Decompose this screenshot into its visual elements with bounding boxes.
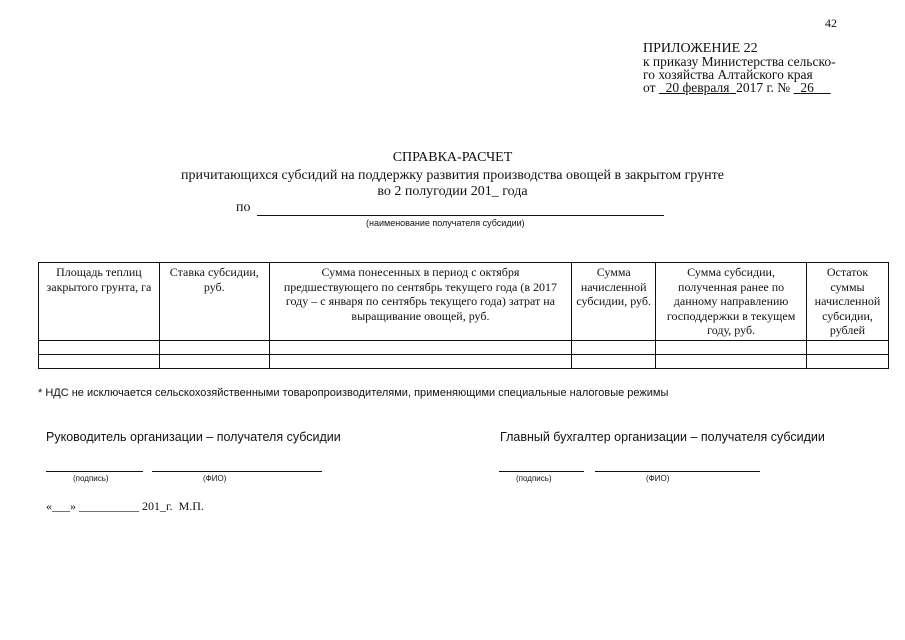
header-remainder: Остаток суммы начисленной субсидии, рублей bbox=[806, 263, 888, 341]
recipient-caption: (наименование получателя субсидии) bbox=[366, 218, 525, 228]
subsidy-table bbox=[38, 262, 889, 369]
header-received: Сумма субсидии, полученная ранее по данному направлению господдержки в текущем году, руб. bbox=[656, 263, 807, 341]
head-fio-caption: (ФИО) bbox=[203, 474, 227, 483]
date-open-quote: « bbox=[46, 499, 52, 513]
recipient-prefix: по bbox=[236, 200, 251, 215]
appendix-number: 26 bbox=[800, 80, 814, 95]
table-cell[interactable] bbox=[572, 341, 656, 355]
appendix-heading: ПРИЛОЖЕНИЕ 22 bbox=[643, 41, 758, 56]
table-cell[interactable] bbox=[159, 355, 269, 369]
date-month-blank[interactable]: __________ bbox=[79, 499, 139, 513]
table-cell[interactable] bbox=[656, 355, 807, 369]
table-cell[interactable] bbox=[656, 341, 807, 355]
head-fio-line[interactable] bbox=[152, 470, 322, 472]
document-title: СПРАВКА-РАСЧЕТ bbox=[392, 150, 513, 165]
head-signature-caption: (подпись) bbox=[73, 474, 109, 483]
accountant-fio-caption: (ФИО) bbox=[646, 474, 670, 483]
appendix-year: 2017 г. № bbox=[736, 80, 791, 95]
table-cell[interactable] bbox=[572, 355, 656, 369]
document-subtitle-2: во 2 полугодии 201_ года bbox=[377, 184, 528, 199]
table-cell[interactable] bbox=[39, 355, 160, 369]
appendix-line-2: го хозяйства Алтайского края bbox=[643, 67, 813, 82]
head-signature-line[interactable] bbox=[46, 470, 143, 472]
header-area: Площадь теплиц закрытого грунта, га bbox=[39, 263, 160, 341]
appendix-date-value: 20 февраля bbox=[665, 80, 730, 95]
date-year: 201_г. bbox=[142, 499, 173, 513]
recipient-line bbox=[236, 200, 664, 228]
appendix-date-line bbox=[643, 81, 836, 94]
table-row bbox=[39, 355, 889, 369]
accountant-signature-title: Главный бухгалтер организации – получателя субсидии bbox=[500, 430, 825, 444]
table-cell[interactable] bbox=[269, 355, 572, 369]
document-subtitle-1: причитающихся субсидий на поддержку развития производства овощей в закрытом грунте bbox=[181, 168, 724, 183]
header-accrued: Сумма начисленной субсидии, руб. bbox=[572, 263, 656, 341]
stamp-place: М.П. bbox=[178, 499, 204, 513]
header-costs: Сумма понесенных в период с октября предшествующего по сентябрь текущего года (в 2017 году – с января по сентябрь текущего года) затрат на выращивание овощей, руб. bbox=[269, 263, 572, 341]
table-cell[interactable] bbox=[39, 341, 160, 355]
accountant-signature-caption: (подпись) bbox=[516, 474, 552, 483]
table-cell[interactable] bbox=[159, 341, 269, 355]
accountant-signature-line[interactable] bbox=[499, 470, 584, 472]
table-cell[interactable] bbox=[806, 341, 888, 355]
table-row bbox=[39, 341, 889, 355]
date-close-quote: » bbox=[70, 499, 76, 513]
head-signature-title: Руководитель организации – получателя субсидии bbox=[46, 430, 341, 444]
header-rate: Ставка субсидии, руб. bbox=[159, 263, 269, 341]
page-number: 42 bbox=[825, 16, 837, 30]
accountant-fio-line[interactable] bbox=[595, 470, 760, 472]
date-day-blank[interactable]: ___ bbox=[52, 499, 70, 513]
table-cell[interactable] bbox=[269, 341, 572, 355]
table-cell[interactable] bbox=[806, 355, 888, 369]
appendix-block bbox=[643, 42, 836, 94]
vat-footnote: * НДС не исключается сельскохозяйственными товаропроизводителями, применяющими специальные налоговые режимы bbox=[38, 387, 669, 399]
recipient-field[interactable] bbox=[257, 203, 664, 216]
date-line bbox=[46, 499, 204, 514]
appendix-date-prefix: от bbox=[643, 80, 656, 95]
appendix-line-1: к приказу Министерства сельско- bbox=[643, 54, 836, 69]
